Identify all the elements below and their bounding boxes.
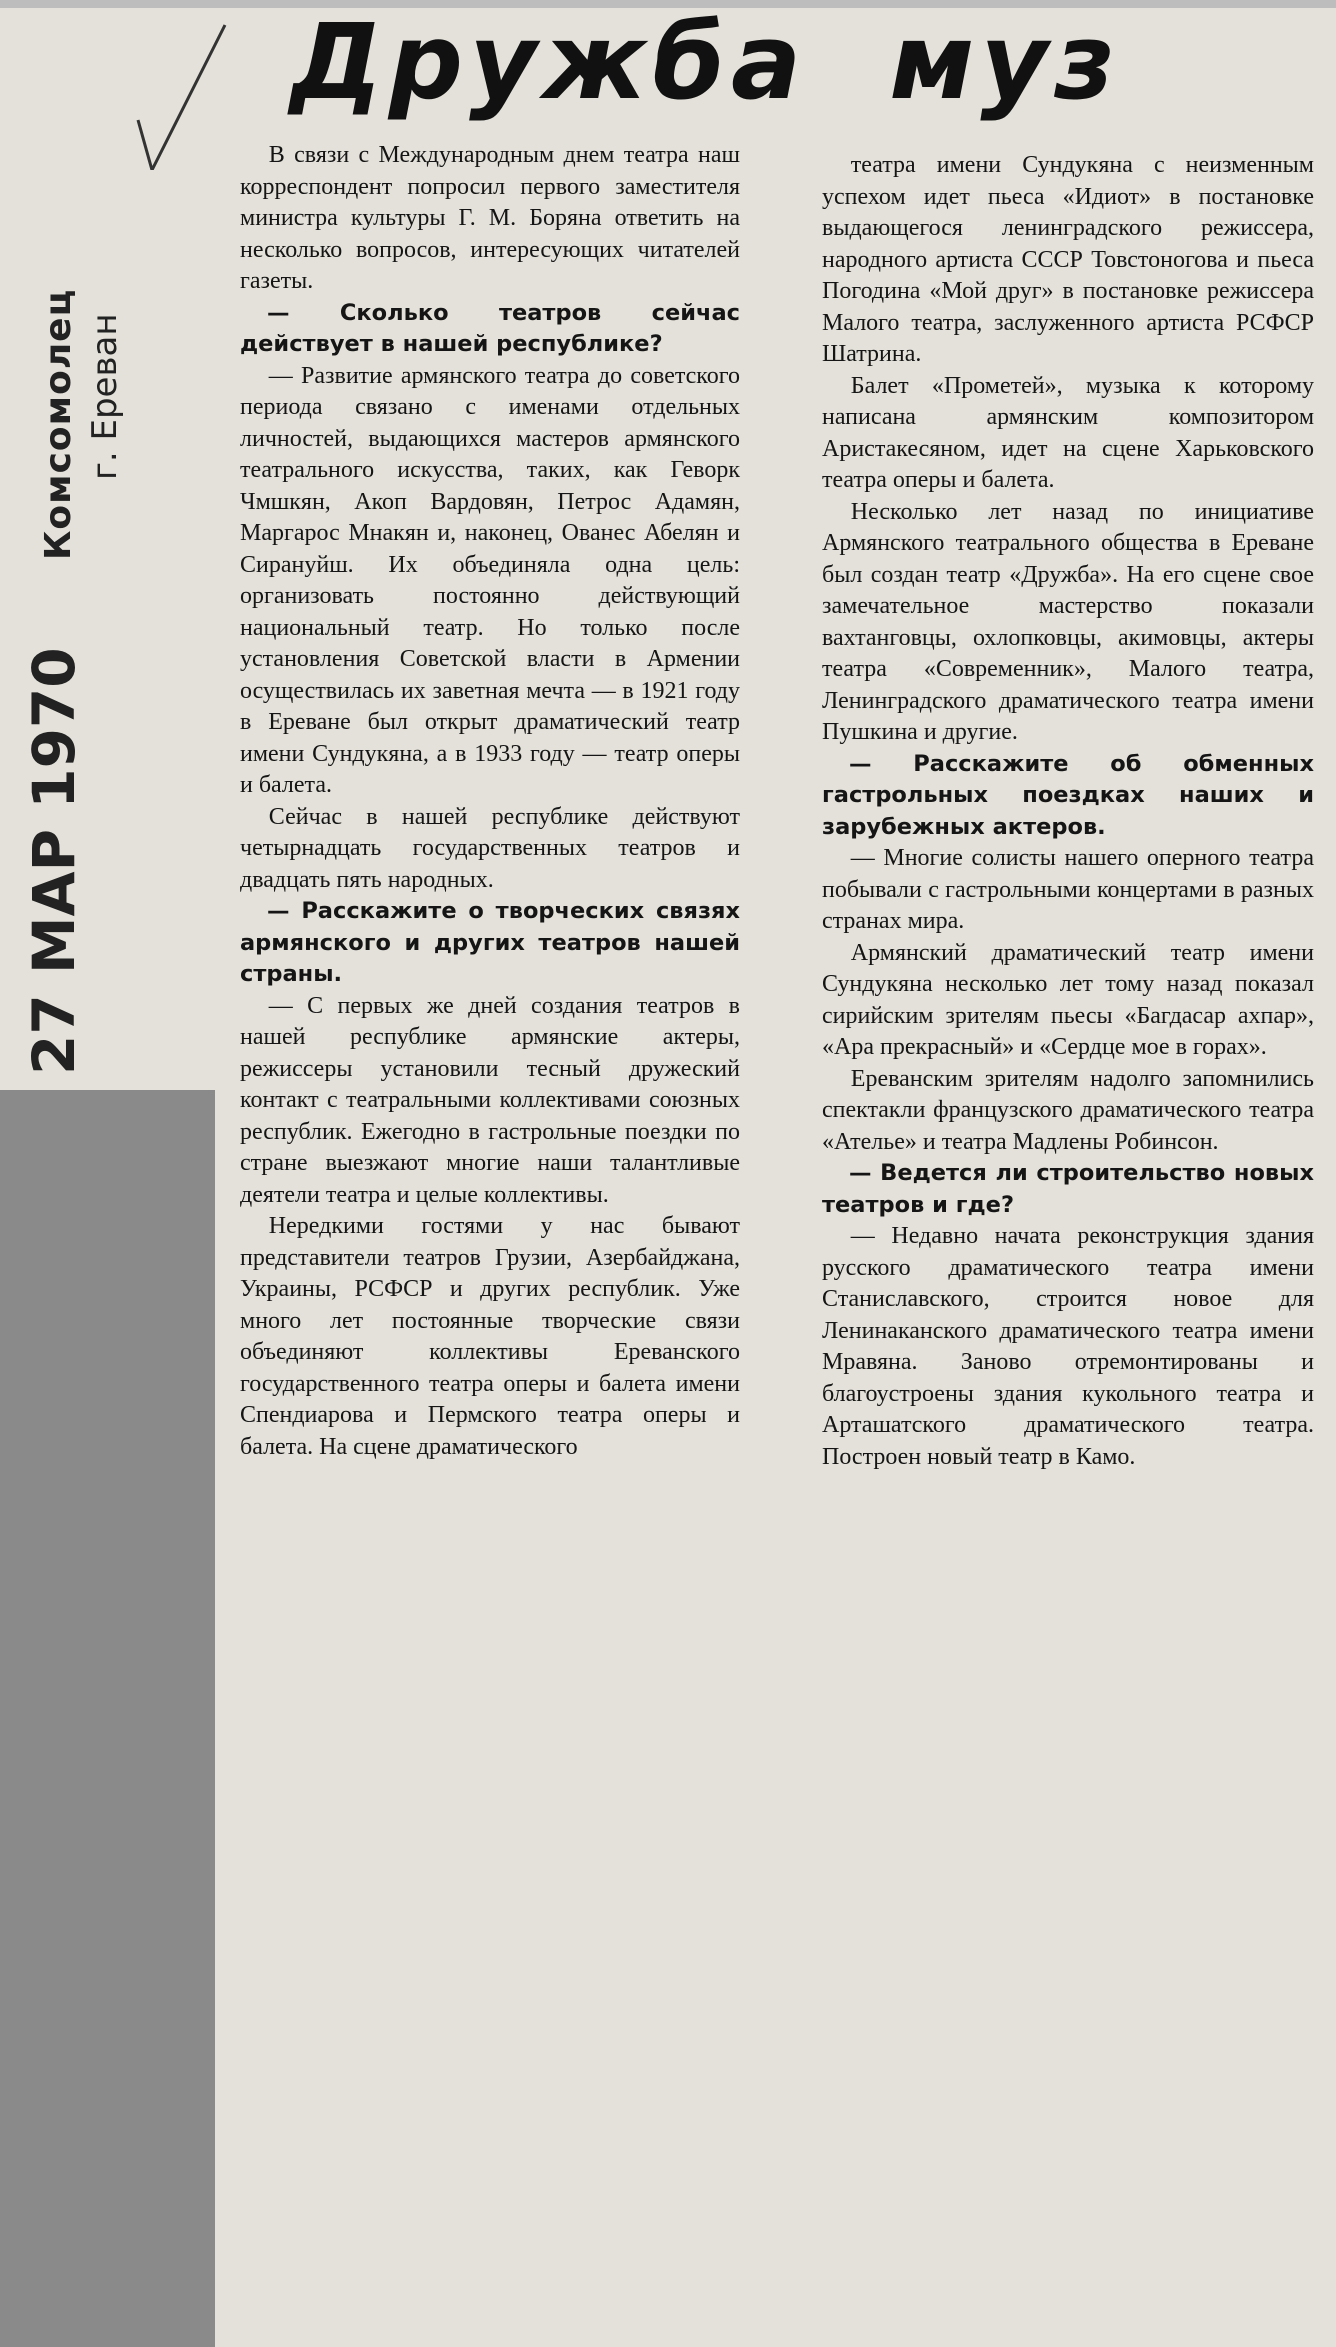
answer-paragraph: — Многие солисты нашего оперного театра побывали с гастрольными концертами в разных странах мира. — [822, 845, 1314, 934]
question-3: — Расскажите об обменных гастрольных поездках наших и зарубежных актеров. — [822, 750, 1314, 840]
answer-paragraph: — Недавно начата реконструкция здания русского драматического театра имени Станиславского, строится новое для Ленинаканского драматического театра имени Мравяна. Заново отремонтированы и благоустроены здания кукольного театра и Арташатского драматического театра. Построен новый театр в Камо. — [822, 1223, 1314, 1470]
question-2: — Расскажите о творческих связях армянского и других театров нашей страны. — [240, 898, 740, 987]
article-column-1 — [240, 140, 740, 1463]
intro-paragraph: В связи с Международным днем театра наш корреспондент попросил первого заместителя министра культуры Г. М. Боряна ответить на несколько вопросов, интересующих читателей газеты. — [240, 142, 740, 294]
article-paragraph: Балет «Прометей», музыка к которому написана армянским композитором Аристакесяном, идет на сцене Харьковского театра оперы и балета. — [822, 372, 1314, 493]
city-stamp: г. Ереван — [85, 313, 125, 480]
article-paragraph: Сейчас в нашей республике действуют четырнадцать государственных театров и двадцать пять народных. — [240, 803, 740, 893]
date-stamp: 27 МАР 1970 — [20, 647, 88, 1075]
article-paragraph: Ереванским зрителям надолго запомнились спектакли французского драматического театра «Ателье» и театра Мадлены Робинсон. — [822, 1065, 1314, 1155]
article-column-2 — [822, 150, 1314, 1473]
headline: Дружба муз — [290, 1, 1121, 123]
article-paragraph: Армянский драматический театр имени Сундукяна несколько лет тому назад показал сирийским зрителям пьесы «Багдасар ахпар», «Ара прекрасный» и «Сердце мое в горах». — [822, 939, 1314, 1060]
article-paragraph: Несколько лет назад по инициативе Армянского театрального общества в Ереване был создан театр «Дружба». На его сцене свое замечательное мастерство показали вахтанговцы, охлопковцы, акимовцы, актеры театра «Современник», Малого театра, Ленинградского драматического театра имени Пушкина и другие. — [822, 498, 1314, 745]
answer-paragraph: — С первых же дней создания театров в нашей республике армянские актеры, режиссеры установили тесный дружеский контакт с театральными коллективами союзных республик. Ежегодно в гастрольные поездки по стране выезжают многие наши талантливые деятели театра и целые коллективы. — [240, 992, 740, 1208]
question-1: — Сколько театров сейчас действует в нашей республике? — [240, 299, 740, 357]
source-stamp: Комсомолец — [38, 288, 79, 560]
answer-paragraph: — Развитие армянского театра до советского периода связано с именами отдельных личностей, выдающихся мастеров армянского театрального искусства, таких, как Геворк Чмшкян, Акоп Вардовян, Петрос Адамян, Маргарос Мнакян и, наконец, Ованес Абелян и Сирануйш. Их объединяла одна цель: организовать постоянно действующий национальный театр. Но только после установления Советской власти в Армении осуществилась их заветная мечта — в 1921 году в Ереване был открыт драматический театр имени Сундукяна, а в 1933 году — театр оперы и балета. — [240, 362, 740, 798]
pen-check-mark — [130, 20, 230, 170]
scan-background — [0, 1090, 215, 2347]
question-4: — Ведется ли строительство новых театров и где? — [822, 1160, 1314, 1218]
article-paragraph: Нередкими гостями у нас бывают представители театров Грузии, Азербайджана, Украины, РСФСР и других республик. Уже много лет постоянные творческие связи объединяют коллективы Ереванского государственного театра оперы и балета имени Спендиарова и Пермского театра оперы и балета. На сцене драматического — [240, 1213, 740, 1460]
article-paragraph: театра имени Сундукяна с неизменным успехом идет пьеса «Идиот» в постановке выдающегося ленинградского режиссера, народного артиста СССР Товстоногова и пьеса Погодина «Мой друг» в постановке режиссера Малого театра, заслуженного артиста РСФСР Шатрина. — [822, 152, 1314, 367]
